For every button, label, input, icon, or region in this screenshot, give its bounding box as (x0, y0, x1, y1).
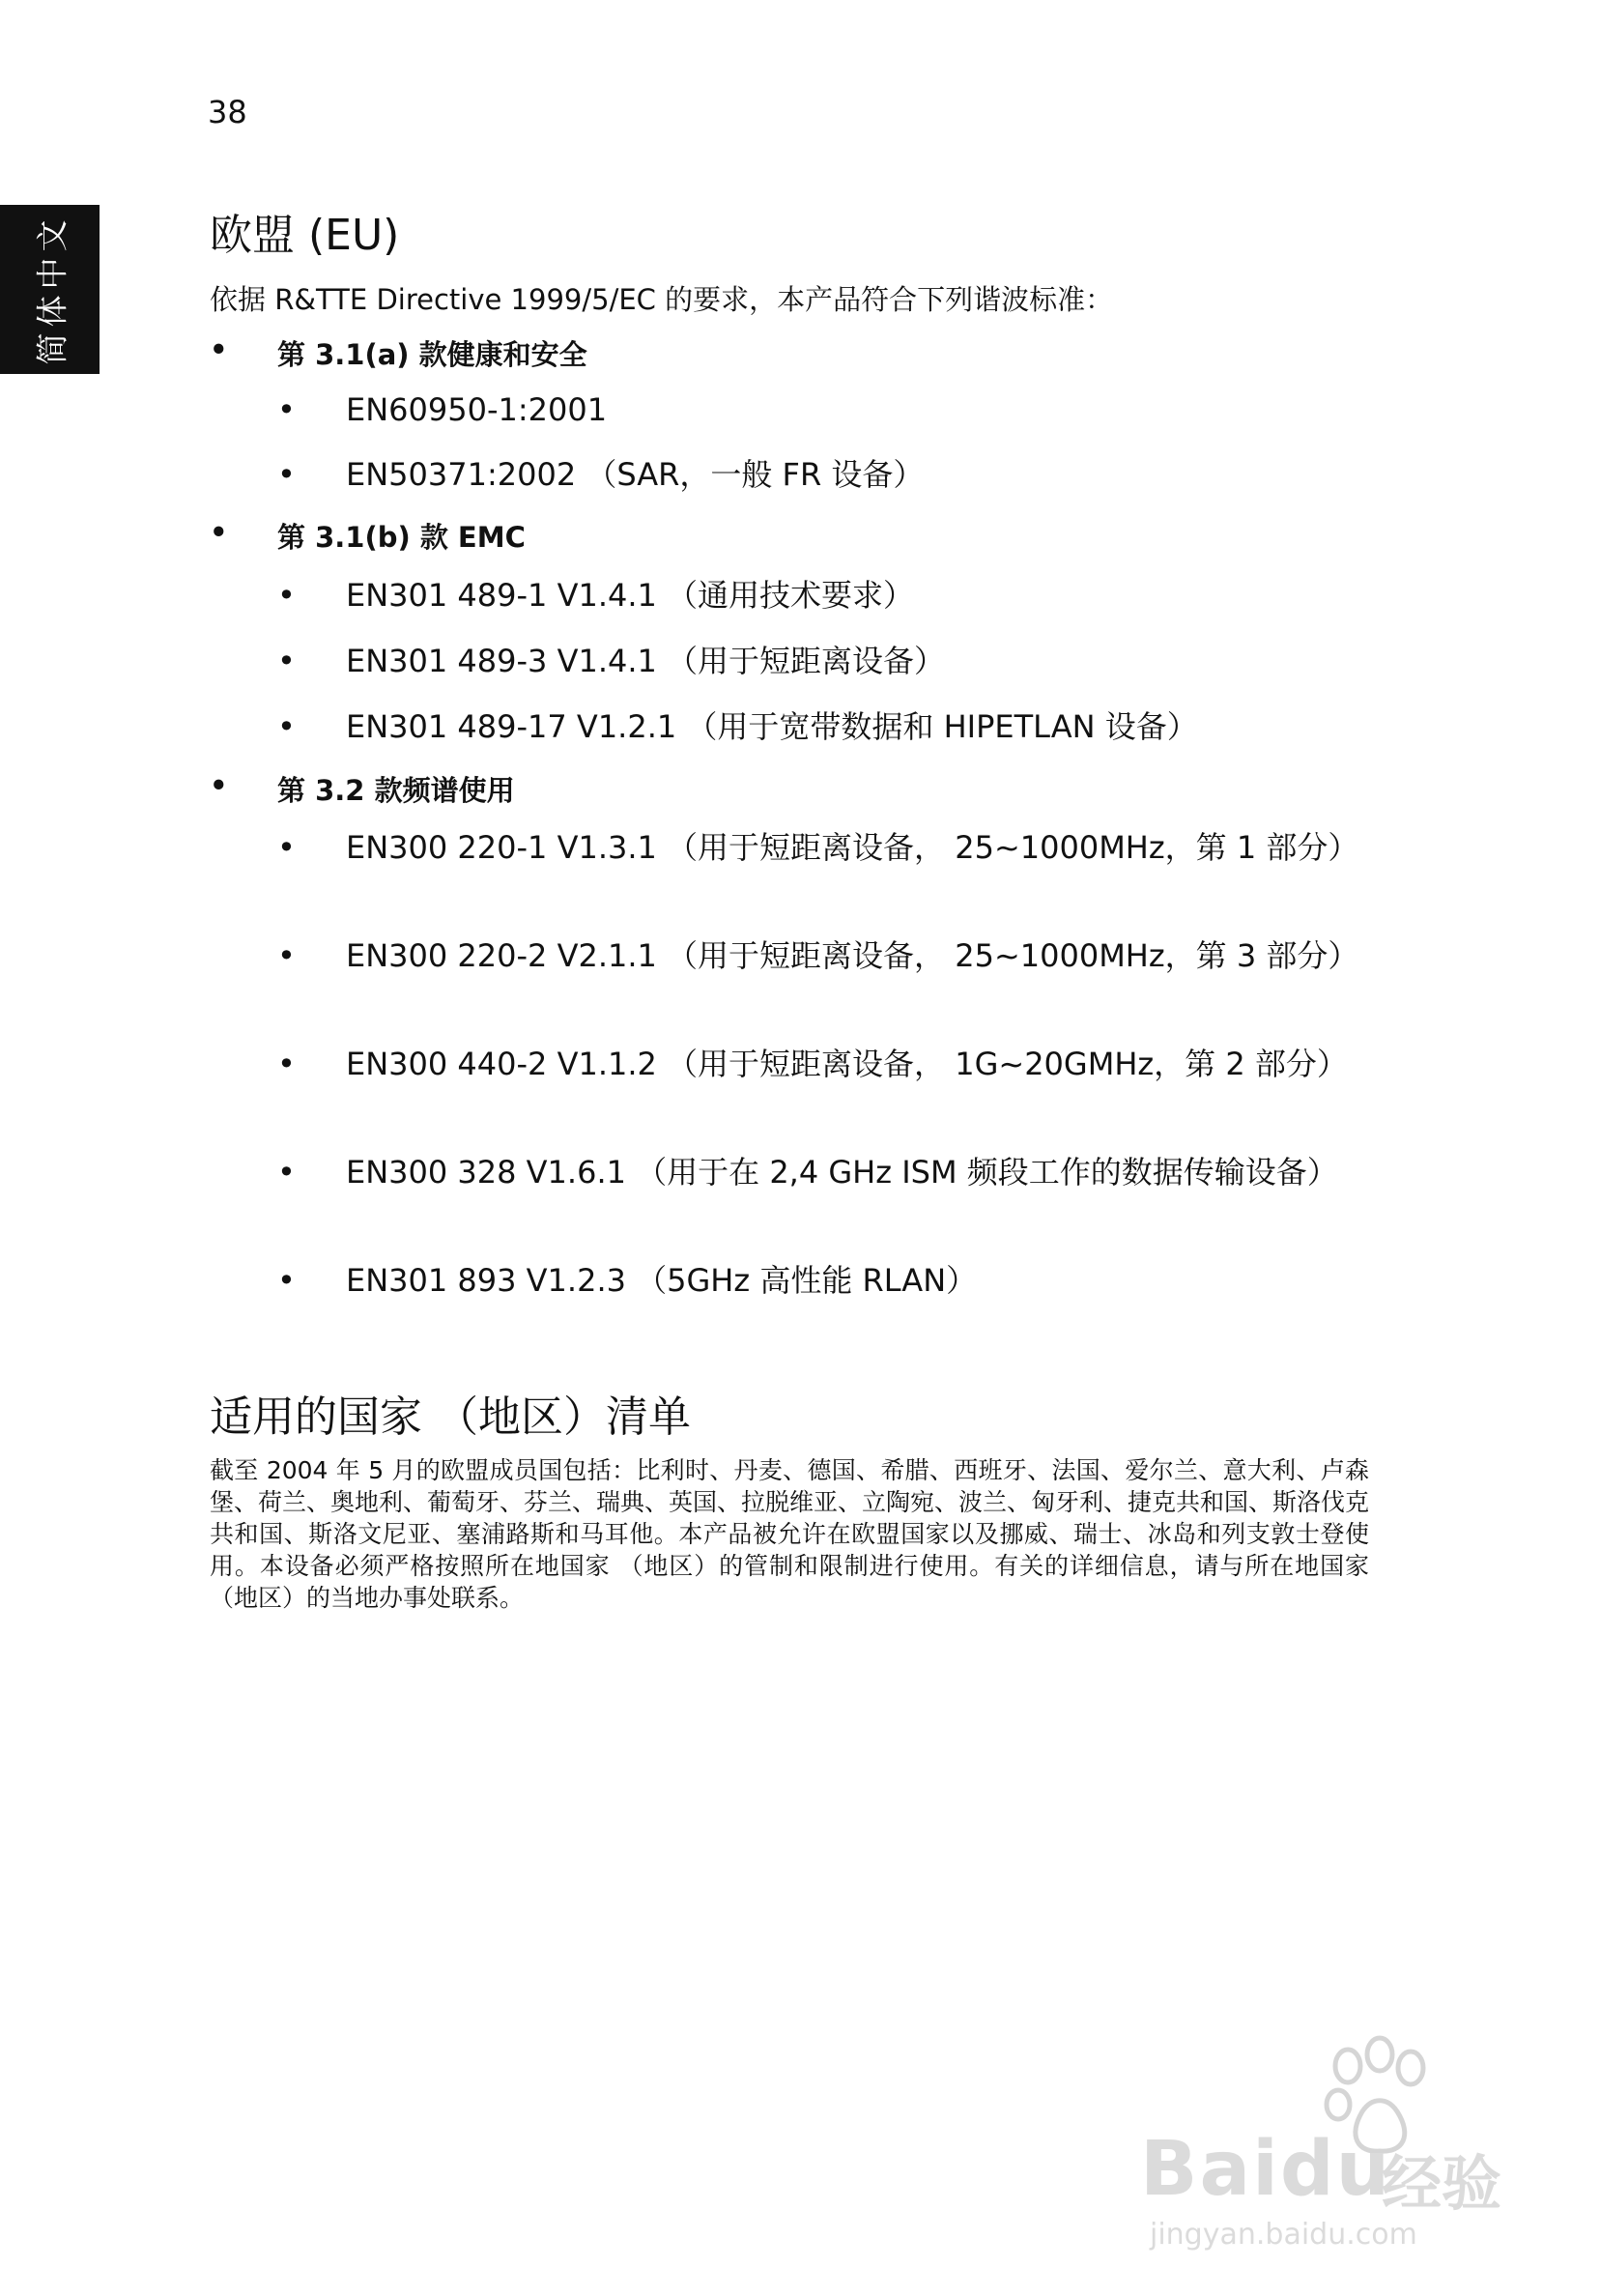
sub-list-item-text: EN301 893 V1.2.3 （5GHz 高性能 RLAN） (346, 1262, 978, 1299)
bullet: • (277, 391, 296, 428)
sub-list-item-text: EN301 489-1 V1.4.1 （通用技术要求） (346, 577, 915, 614)
watermark-url: jingyan.baidu.com (1150, 2218, 1417, 2252)
bullet: • (277, 1154, 296, 1191)
page-number: 38 (208, 94, 247, 130)
sub-list-item-text: EN300 220-1 V1.3.1 （用于短距离设备， 25~1000MHz，第 1 部分） (346, 829, 1359, 866)
sub-list-item (277, 933, 1359, 979)
language-tab-label: 简体中文 (33, 214, 71, 365)
eu-section-title: 欧盟 (EU) (210, 211, 400, 260)
sub-list-item-text: EN301 489-17 V1.2.1 （用于宽带数据和 HIPETLAN 设备） (346, 708, 1198, 745)
sub-list-item-text: EN50371:2002 （SAR，一般 FR 设备） (346, 456, 925, 493)
sub-list-item (277, 703, 1359, 750)
sub-list-item (277, 1149, 1359, 1195)
countries-paragraph: 截至 2004 年 5 月的欧盟成员国包括：比利时、丹麦、德国、希腊、西班牙、法国、爱尔兰、意大利、卢森堡、荷兰、奥地利、葡萄牙、芬兰、瑞典、英国、拉脱维亚、立陶宛、波兰、匈牙利、捷克共和国、斯洛伐克共和国、斯洛文尼亚、塞浦路斯和马耳他。本产品被允许在欧盟国家以及挪威、瑞士、冰岛和列支敦士登使用。本设备必须严格按照所在地国家 （地区）的管制和限制进行使用。有关的详细信息，请与所在地国家 （地区）的当地办事处联系。 (210, 1456, 1370, 1612)
bullet: • (277, 937, 296, 974)
bullet: • (210, 333, 228, 366)
list-item-label: 第 3.1(b) 款 EMC (277, 521, 526, 554)
bullet: • (210, 769, 228, 802)
bullet: • (277, 577, 296, 614)
bullet: • (277, 1262, 296, 1299)
watermark-brand-cn: 经验 (1382, 2148, 1502, 2219)
countries-section-title: 适用的国家 （地区）清单 (210, 1392, 691, 1442)
sub-list-item (277, 451, 1359, 498)
watermark (1130, 2029, 1517, 2252)
sub-list-item-text: EN300 220-2 V2.1.1 （用于短距离设备， 25~1000MHz，第 3 部分） (346, 937, 1359, 974)
bullet: • (277, 456, 296, 493)
sub-list-item-text: EN300 328 V1.6.1 （用于在 2,4 GHz ISM 频段工作的数据传输设备） (346, 1154, 1338, 1191)
sub-list-item (277, 1257, 1359, 1304)
watermark-brand: Bai (1140, 2126, 1280, 2213)
list-item-label: 第 3.2 款频谱使用 (277, 774, 515, 807)
sub-list-item (277, 387, 1359, 433)
sub-list-item-text: EN60950-1:2001 (346, 391, 608, 428)
sub-list-item (277, 638, 1359, 684)
language-tab (0, 205, 100, 374)
bullet: • (277, 1046, 296, 1082)
bullet: • (277, 708, 296, 745)
bullet: • (210, 516, 228, 549)
bullet: • (277, 829, 296, 866)
list-item-label: 第 3.1(a) 款健康和安全 (277, 338, 587, 371)
sub-list-item-text: EN300 440-2 V1.1.2 （用于短距离设备， 1G~20GMHz，第 2 部分） (346, 1046, 1348, 1082)
sub-list-item-text: EN301 489-3 V1.4.1 （用于短距离设备） (346, 643, 946, 679)
sub-list-item (277, 572, 1359, 618)
sub-list-item (277, 824, 1359, 871)
eu-intro: 依据 R&TTE Directive 1999/5/EC 的要求，本产品符合下列谐波标准： (210, 283, 1114, 316)
bullet: • (277, 643, 296, 679)
watermark-brand-2: du (1279, 2126, 1392, 2213)
sub-list-item (277, 1041, 1359, 1087)
